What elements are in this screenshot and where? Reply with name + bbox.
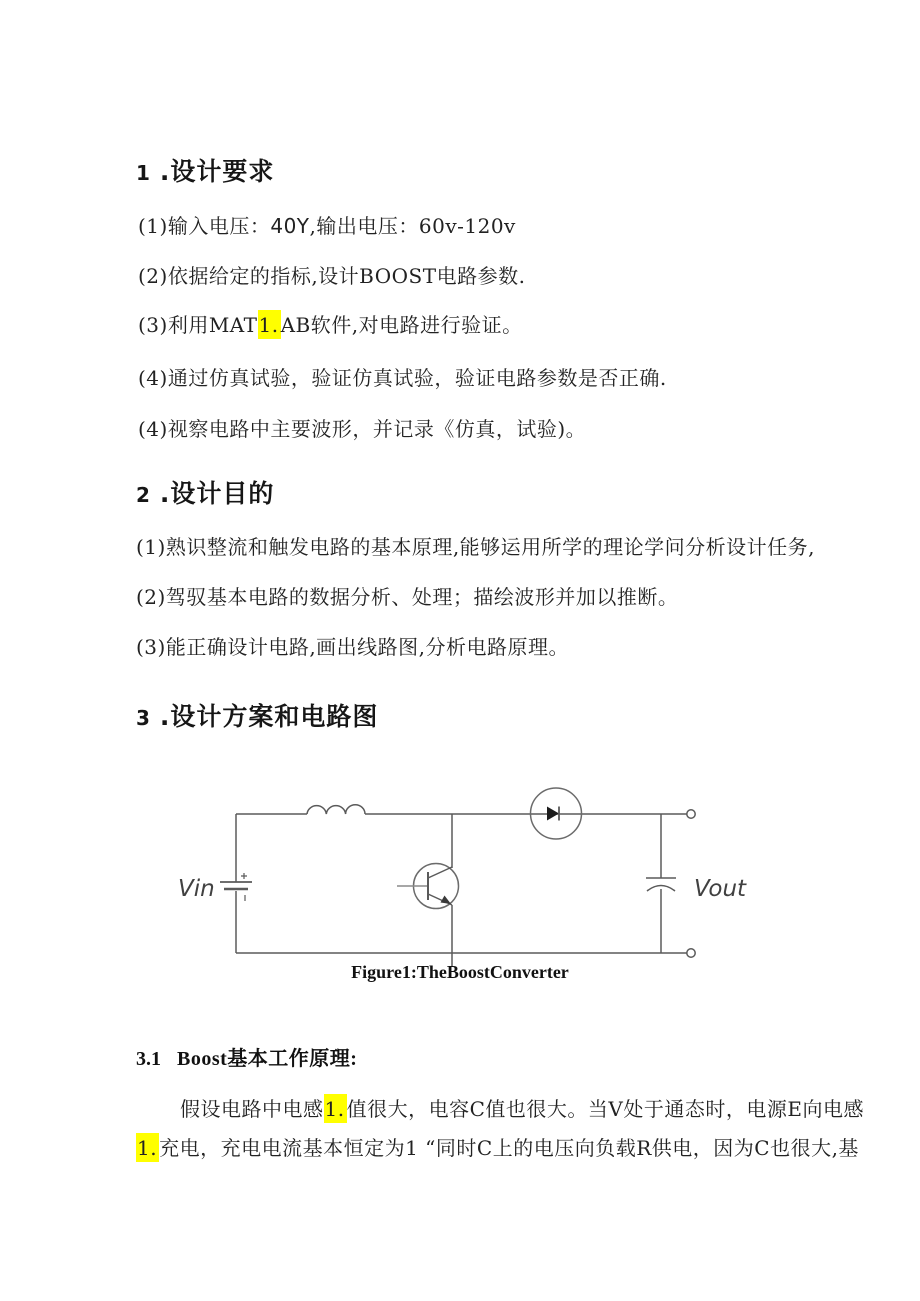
figure-caption: Figure1:TheBoostConverter [351,962,569,982]
requirement-item-1 [138,214,516,239]
req4-text: (4)通过仿真试验，验证仿真试验，验证电路参数是否正确. [138,366,667,390]
req1-pre: (1)输入电压： [138,214,271,238]
subsection-31-title: Boost基本工作原理: [177,1048,358,1070]
req3-highlight: 1. [258,310,281,339]
vin-label: Vin [178,876,215,902]
purpose-item-1 [136,535,815,560]
purpose-item-3 [136,635,569,660]
purpose2-text: (2)驾驭基本电路的数据分析、处理；描绘波形并加以推断。 [136,585,679,609]
section3-number: 3 [136,706,151,730]
diode-triangle [547,807,559,821]
req1-voltage-value: 40Y [270,214,310,238]
vout-label: Vout [694,876,747,902]
section2-heading [136,474,274,510]
section1-number: 1 [136,161,151,185]
para1-post: 值很大，电容C值也很大。当V处于通态时，电源E向电感 [346,1097,864,1121]
transistor-collector-diag [428,867,452,878]
req2-text: (2)依据给定的指标,设计BOOST电路参数. [138,264,526,288]
req3-pre: (3)利用MAT [138,313,258,337]
para1-pre: 假设电路中电感 [180,1097,324,1121]
purpose1-text: (1)熟识整流和触发电路的基本原理,能够运用所学的理论学问分析设计任务, [136,535,816,559]
section1-heading [136,152,274,188]
section2-title: .设计目的 [159,479,275,508]
purpose3-text: (3)能正确设计电路,画出线路图,分析电路原理。 [136,635,570,659]
terminal-bottom [687,949,695,957]
purpose-item-2 [136,585,678,610]
req3-post: AB软件,对电路进行验证。 [280,313,523,337]
requirement-item-5 [138,417,586,442]
requirement-item-3 [138,313,523,338]
principle-paragraph-line-2 [136,1136,859,1161]
para2-highlight: 1. [136,1133,159,1162]
section2-number: 2 [136,483,151,507]
subsection-31-number: 3.1 [136,1048,161,1070]
req5-text: (4)视察电路中主要波形，并记录《仿真，试验)。 [138,417,587,441]
section3-title: .设计方案和电路图 [159,702,379,731]
section1-title: .设计要求 [159,157,275,186]
section3-heading [136,697,378,733]
requirement-item-4 [138,366,667,391]
para1-highlight: 1. [324,1094,347,1123]
battery-plus-sign [241,873,247,879]
subsection-31-heading [136,1042,357,1071]
para2-post: 充电，充电电流基本恒定为1 “同时C上的电压向负载R供电，因为C也很大,基 [159,1136,859,1160]
requirement-item-2 [138,264,525,289]
transistor-emitter-arrow [441,896,452,905]
req1-post: ,输出电压：60v-120v [309,214,516,238]
inductor [307,805,365,814]
terminal-top [687,810,695,818]
principle-paragraph-line-1 [180,1097,864,1122]
